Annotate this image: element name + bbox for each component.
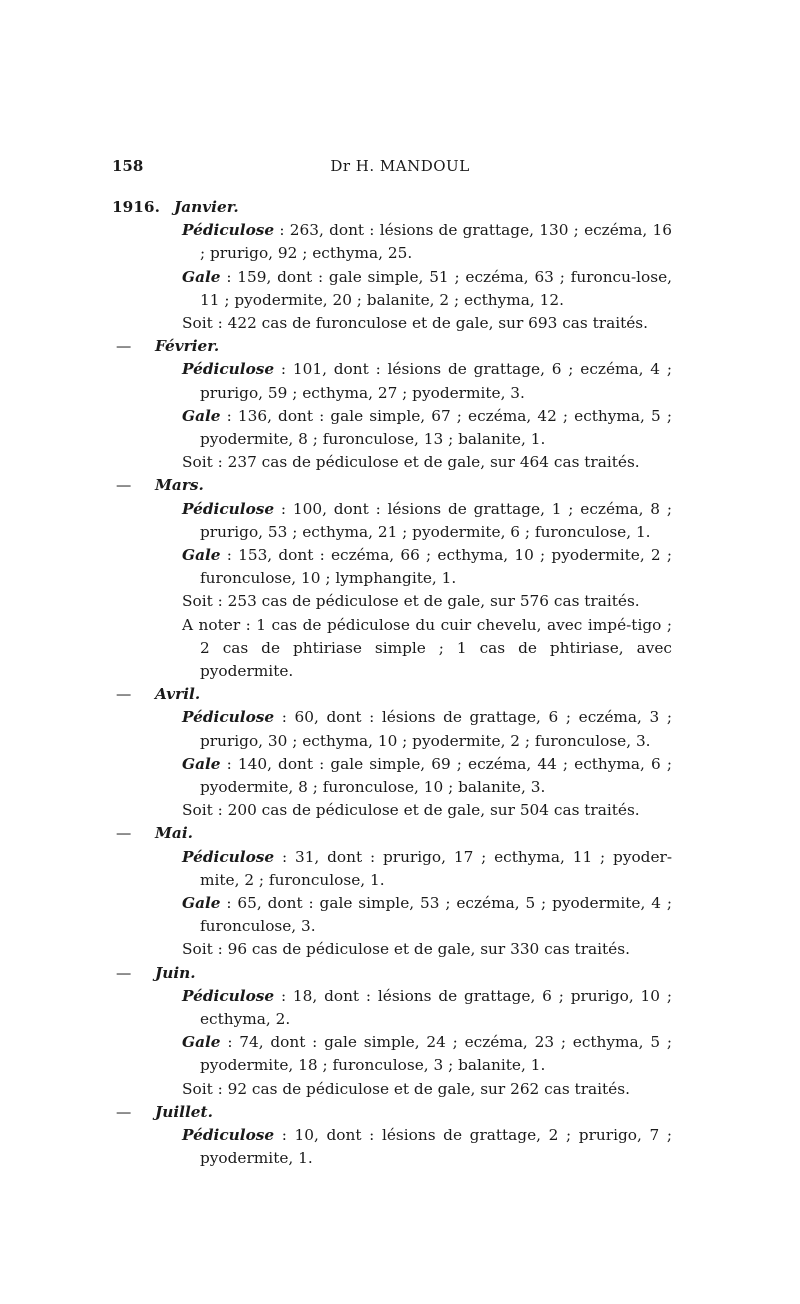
month-heading — [112, 683, 672, 706]
entry-lead: Gale — [182, 267, 221, 286]
case-entry — [182, 405, 672, 451]
entry-text: : 10, dont : lésions de grattage, 2 ; prurigo, 7 ; pyodermite, 1. — [200, 1126, 672, 1168]
entry-lead: Gale — [182, 546, 221, 564]
entry-text: Soit : 92 cas de pédiculose et de gale, sur 262 cas traités. — [182, 1079, 630, 1098]
document-body — [112, 196, 672, 1170]
summary-entry — [182, 590, 672, 613]
entry-lead: Gale — [182, 406, 221, 425]
year-label: 1916. — [112, 198, 160, 216]
month-heading — [112, 822, 672, 845]
entry-text: : 31, dont : prurigo, 17 ; ecthyma, 11 ; pyoder-mite, 2 ; furonculose, 1. — [200, 847, 672, 889]
entry-text: : 263, dont : lésions de grattage, 130 ; eczéma, 16 ; prurigo, 92 ; ecthyma, 25. — [200, 221, 672, 263]
entry-lead: Gale — [182, 894, 221, 913]
case-entry — [182, 266, 672, 312]
entry-text: : 140, dont : gale simple, 69 ; eczéma, 44 ; ecthyma, 6 ; pyodermite, 8 ; furonculose, 10 ; balanite, 3. — [200, 754, 672, 797]
case-entry — [182, 498, 672, 544]
month-name: Mai. — [155, 824, 193, 843]
entry-lead: Pédiculose — [182, 360, 275, 379]
running-head: Dr H. MANDOUL — [330, 157, 470, 175]
month-name: Juin. — [155, 963, 196, 982]
case-entry — [182, 358, 672, 404]
month-name: Janvier. — [174, 198, 239, 216]
month-dash: — — [116, 824, 132, 843]
entry-text: : 101, dont : lésions de grattage, 6 ; eczéma, 4 ; prurigo, 59 ; ecthyma, 27 ; pyodermite, 3. — [200, 360, 672, 402]
entry-text: : 74, dont : gale simple, 24 ; eczéma, 23 ; ecthyma, 5 ; pyodermite, 18 ; furonculose, 3 ; balanite, 1. — [200, 1033, 672, 1075]
entry-text: : 18, dont : lésions de grattage, 6 ; prurigo, 10 ; ecthyma, 2. — [200, 986, 672, 1029]
case-entry — [182, 706, 672, 752]
entry-lead: Pédiculose — [182, 1126, 275, 1145]
summary-entry — [182, 614, 672, 684]
entry-lead: Pédiculose — [182, 986, 275, 1005]
entry-lead: Pédiculose — [182, 221, 275, 240]
summary-entry — [182, 938, 672, 961]
summary-entry — [182, 799, 672, 822]
entry-text: : 60, dont : lésions de grattage, 6 ; eczéma, 3 ; prurigo, 30 ; ecthyma, 10 ; pyodermite, 2 ; furonculose, 3. — [200, 708, 672, 750]
entry-text: : 159, dont : gale simple, 51 ; eczéma, 63 ; furoncu-lose, 11 ; pyodermite, 20 ; balanite, 2 ; ecthyma, 12. — [200, 267, 672, 309]
month-dash: — — [116, 1102, 132, 1121]
entry-lead: Gale — [182, 754, 221, 773]
case-entry — [182, 1124, 672, 1170]
case-entry — [182, 892, 672, 938]
month-heading — [112, 1101, 672, 1124]
entry-text: : 153, dont : eczéma, 66 ; ecthyma, 10 ; pyodermite, 2 ; furonculose, 10 ; lymphangite, 1. — [200, 546, 672, 588]
entry-text: Soit : 422 cas de furonculose et de gale, sur 693 cas traités. — [182, 314, 649, 332]
month-name: Avril. — [155, 685, 201, 704]
entry-text: Soit : 96 cas de pédiculose et de gale, sur 330 cas traités. — [182, 940, 630, 959]
entry-text: Soit : 253 cas de pédiculose et de gale, sur 576 cas traités. — [182, 592, 640, 611]
summary-entry — [182, 312, 672, 335]
case-entry — [182, 985, 672, 1031]
month-dash: — — [116, 963, 132, 982]
entry-lead: Gale — [182, 1033, 221, 1052]
entry-text: Soit : 237 cas de pédiculose et de gale, sur 464 cas traités. — [182, 453, 640, 472]
month-name: Juillet. — [155, 1102, 213, 1121]
entry-text: Soit : 200 cas de pédiculose et de gale, sur 504 cas traités. — [182, 801, 640, 820]
case-entry — [182, 846, 672, 892]
month-heading — [112, 962, 672, 985]
month-name: Mars. — [155, 476, 204, 495]
entry-text: : 65, dont : gale simple, 53 ; eczéma, 5 ; pyodermite, 4 ; furonculose, 3. — [200, 894, 672, 936]
entry-text: : 136, dont : gale simple, 67 ; eczéma, 42 ; ecthyma, 5 ; pyodermite, 8 ; furonculose, 13 ; balanite, 1. — [200, 406, 672, 448]
case-entry — [182, 219, 672, 265]
summary-entry — [182, 1078, 672, 1101]
summary-entry — [182, 451, 672, 474]
entry-text: : 100, dont : lésions de grattage, 1 ; eczéma, 8 ; prurigo, 53 ; ecthyma, 21 ; pyodermite, 6 ; furonculose, 1. — [200, 499, 672, 541]
month-name: Février. — [155, 337, 220, 356]
month-heading — [112, 196, 672, 219]
month-heading — [112, 474, 672, 497]
case-entry — [182, 1031, 672, 1077]
month-dash: — — [116, 337, 132, 356]
case-entry — [182, 753, 672, 799]
entry-text: A noter : 1 cas de pédiculose du cuir chevelu, avec impé-tigo ; 2 cas de phtiriase simple ; 1 cas de phtiriase, avec pyodermite. — [182, 615, 672, 681]
entry-lead: Pédiculose — [182, 499, 275, 518]
month-dash: — — [116, 685, 132, 704]
entry-lead: Pédiculose — [182, 708, 275, 727]
case-entry — [182, 544, 672, 590]
entry-lead: Pédiculose — [182, 847, 275, 866]
page-number: 158 — [112, 157, 144, 175]
month-heading — [112, 335, 672, 358]
page-header — [0, 157, 800, 183]
month-dash: — — [116, 476, 132, 495]
